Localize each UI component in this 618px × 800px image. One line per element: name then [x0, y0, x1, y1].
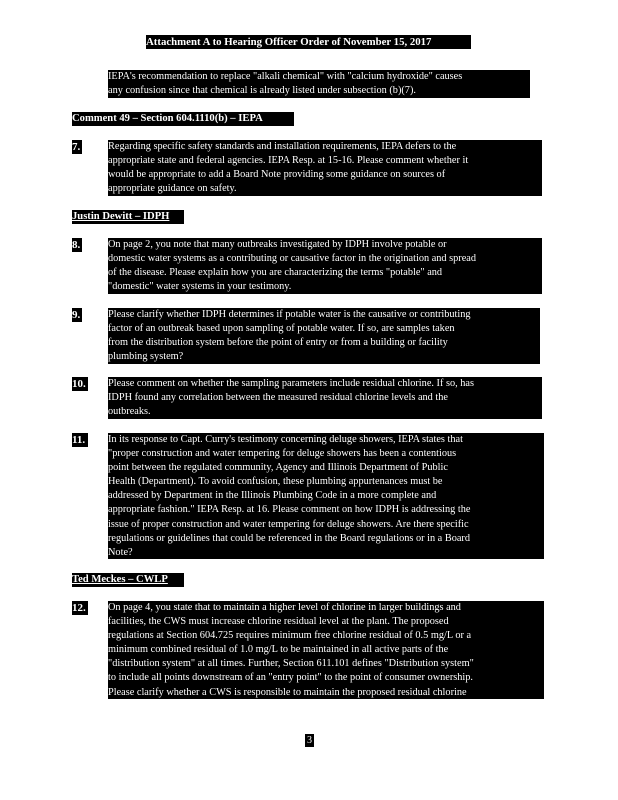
question-line: would be appropriate to add a Board Note providing some guidance on sources of: [108, 169, 446, 181]
question-line: regulations or guidelines that could be referenced in the Board regulations or in a Board: [108, 532, 470, 544]
section-heading-justin-dewitt: Justin Dewitt – IDPH: [72, 210, 184, 224]
question-8-text: [108, 238, 542, 294]
question-line: "proper construction and water tempering for deluge showers has been a contentious: [108, 448, 457, 460]
intro-line: any confusion since that chemical is already listed under subsection (b)(7).: [108, 85, 416, 97]
question-line: Regarding specific safety standards and installation requirements, IEPA defers to the: [108, 141, 457, 152]
question-10-text: [108, 377, 542, 419]
question-number-10: 10.: [72, 377, 88, 391]
question-line: On page 4, you state that to maintain a higher level of chlorine in larger buildings and: [108, 602, 461, 613]
question-line: IDPH found any correlation between the measured residual chlorine levels and the: [108, 392, 448, 404]
question-number-12: 12.: [72, 601, 88, 615]
question-line: Health (Department). To avoid confusion, these plumbing appurtenances must be: [108, 476, 443, 488]
question-line: Please comment on whether the sampling parameters include residual chlorine. If so, has: [108, 378, 474, 389]
intro-line: IEPA's recommendation to replace "alkali chemical" with "calcium hydroxide" causes: [108, 71, 463, 82]
question-line: On page 2, you note that many outbreaks investigated by IDPH involve potable or: [108, 239, 447, 250]
page-number: 3: [307, 735, 312, 746]
question-line: appropriate fashion." IEPA Resp. at 16. Please comment on how IDPH is addressing the: [108, 504, 471, 516]
question-line: appropriate guidance on safety.: [108, 183, 237, 195]
question-9-text: [108, 308, 540, 364]
question-12-text: [108, 601, 544, 699]
question-line: regulations at Section 604.725 requires minimum free chlorine residual of 0.5 mg/L or a: [108, 630, 472, 642]
question-line: In its response to Capt. Curry's testimony concerning deluge showers, IEPA states that: [108, 434, 463, 445]
question-line: minimum combined residual of 1.0 mg/L to be maintained in all active parts of the: [108, 644, 449, 656]
question-line: appropriate state and federal agencies. IEPA Resp. at 15-16. Please comment whether it: [108, 155, 469, 167]
question-line: of the disease. Please explain how you are characterizing the terms "potable" and: [108, 267, 443, 279]
intro-paragraph: [108, 70, 530, 98]
question-number-7: 7.: [72, 141, 81, 153]
question-line: plumbing system?: [108, 351, 184, 363]
question-7-text: [108, 140, 542, 196]
page-header-title: Attachment A to Hearing Officer Order of November 15, 2017: [146, 35, 471, 49]
question-number-9: 9.: [72, 309, 81, 321]
question-line: Please clarify whether IDPH determines if potable water is the causative or contributing: [108, 309, 471, 320]
question-line: to include all points downstream of an "entry point" to the point of consumer ownership.: [108, 672, 474, 684]
question-line: point between the regulated community, Agency and Illinois Department of Public: [108, 462, 448, 474]
question-line: "distribution system" at all times. Further, Section 611.101 defines "Distribution system": [108, 658, 474, 670]
question-line: factor of an outbreak based upon sampling of potable water. If so, are samples taken: [108, 323, 455, 335]
question-number-11: 11.: [72, 433, 88, 447]
question-line: outbreaks.: [108, 406, 151, 418]
question-line: Note?: [108, 546, 133, 558]
question-line: "domestic" water systems in your testimony.: [108, 281, 292, 293]
question-number-8: 8.: [72, 239, 81, 251]
question-line: facilities, the CWS must increase chlorine residual level at the plant. The proposed: [108, 616, 449, 628]
section-heading-comment-49: Comment 49 – Section 604.1110(b) – IEPA: [72, 112, 294, 126]
question-line: from the distribution system before the point of entry or from a building or facility: [108, 337, 448, 349]
question-line: addressed by Department in the Illinois Plumbing Code in a more complete and: [108, 490, 437, 502]
question-line: domestic water systems as a contributing or causative factor in the origination and spread: [108, 253, 477, 265]
question-line: Please clarify whether a CWS is responsible to maintain the proposed residual chlorine: [108, 686, 467, 698]
question-11-text: [108, 433, 544, 559]
section-heading-ted-meckes: Ted Meckes – CWLP: [72, 573, 184, 587]
question-line: issue of proper construction and water tempering for deluge showers. Are there specific: [108, 518, 469, 530]
